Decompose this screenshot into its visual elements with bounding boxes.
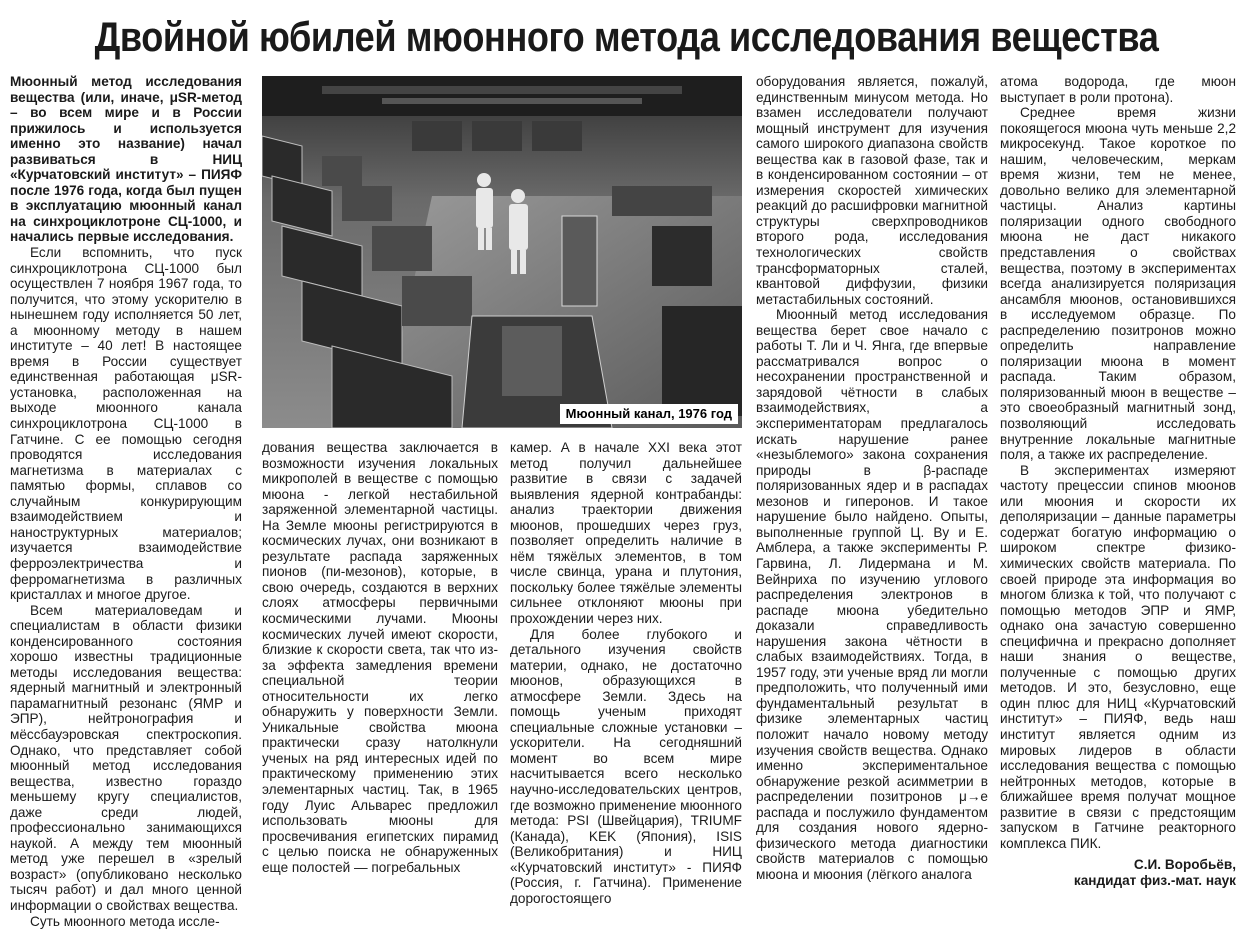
paragraph: атома водорода, где мюон выступает в роли протона). xyxy=(1000,74,1236,105)
lead-paragraph: Мюонный метод исследования вещества (или, иначе, μSR-метод – во всем мире и в России прижилось и используется именно это название) начал развиваться в НИЦ «Курчатовский институт» – ПИЯФ после 1976 года, когда был пущен в эксплуатацию мюонный канал на синхроциклотроне СЦ-1000, и начались первые исследования. xyxy=(10,74,242,245)
paragraph: дования вещества заключается в возможности изучения локальных микрополей в веществе с помощью мюона - легкой нестабильной заряженной элементарной частицы. На Земле мюоны регистрируются в космических лучах, они возникают в результате распада заряженных пионов (пи-мезонов), которые, в свою очередь, создаются в верхних слоях атмосферы первичными космическими лучами. Мюоны космических лучей имеют скорости, близкие к скорости света, так что из-за эффекта замедления времени специальной теории относительности их легко обнаружить у поверхности Земли. Уникальные свойства мюона практически сразу натолкнули ученых на ряд интересных идей по практическому применению этих элементарных частиц. Так, в 1965 году Луис Альварес предложил использовать мюоны для просвечивания египетских пирамид с целью поиска не обнаруженных еще полостей — погребальных xyxy=(262,440,498,875)
article-column-2 xyxy=(262,440,498,875)
paragraph: Для более глубокого и детального изучения свойств материи, однако, не достаточно мюонов, образующихся в атмосфере Земли. Здесь на помощь ученым приходят специальные сложные установки – ускорители. На сегодняшний момент во всем мире насчитывается всего несколько научно-исследовательских центров, где возможно применение мюонного метода: PSI (Швейцария), TRIUMF (Канада), KEK (Япония), ISIS (Великобритания) и НИЦ «Курчатовский институт» - ПИЯФ (Россия, г. Гатчина). Применение дорогостоящего xyxy=(510,626,742,906)
paragraph: Всем материаловедам и специалистам в области физики конденсированного состояния хорошо известны традиционные методы исследования вещества: ядерный магнитный и электронный парамагнитный резонанс (ЯМР и ЭПР), нейтронография и мёссбауэровская спектроскопия. Однако, что представляет собой мюонный метод исследования вещества, известно гораздо меньшему кругу специалистов, даже среди людей, профессионально занимающихся наукой. А между тем мюонный метод уже перешел в «зрелый возраст» (опубликовано несколько тысяч работ) и дал много ценной информации о свойствах вещества. xyxy=(10,602,242,913)
article-column-4 xyxy=(756,74,988,882)
headline: Двойной юбилей мюонного метода исследования вещества xyxy=(94,13,1159,60)
muon-channel-photo xyxy=(262,76,742,428)
paragraph: Среднее время жизни покоящегося мюона чуть меньше 2,2 микросекунд. Такое короткое по нашим, человеческим, меркам время жизни, тем не менее, довольно велико для элементарной частицы. Анализ картины поляризации одного свободного мюона не даст никакого представления о свойствах вещества, поэтому в экспериментах всегда анализируется поляризация ансамбля мюонов, остановившихся в исследуемом образце. По распределению позитронов можно определить направление поляризации мюона в момент распада. Таким образом, поляризованный мюон в веществе – это своеобразный магнитный зонд, позволяющий исследовать внутренние локальные магнитные поля, а также их распределение. xyxy=(1000,105,1236,463)
article-column-3 xyxy=(510,440,742,906)
paragraph: Суть мюонного метода иссле- xyxy=(30,913,220,929)
paragraph: В экспериментах измеряют частоту прецессии спинов мюонов или мюония и скорости их деполяризации – данные параметры содержат богатую информацию о широком спектре физико-химических свойств материала. По своей природе эта информация во многом близка к той, что получают с помощью методов ЭПР и ЯМР, однако она зачастую совершенно специфична и прекрасно дополняет наши знания о веществе, полученные с помощью других методов. И это, безусловно, еще один плюс для НИЦ «Курчатовский институт» – ПИЯФ, ведь наш институт является одним из мировых лидеров в области исследования вещества с помощью нейтронных методов, которые в ближайшее время получат мощное развитие в связи с предстоящим запуском в Гатчине реакторного комплекса ПИК. xyxy=(1000,462,1236,851)
author-name: С.И. Воробьёв, xyxy=(1133,857,1236,873)
paragraph: оборудования является, пожалуй, единственным минусом метода. Но взамен исследователи получают мощный инструмент для изучения самого широкого диапазона свойств вещества как в газовой фазе, так и в конденсированном состоянии – от измерения скоростей химических реакций до расшифровки магнитной структуры сверхпроводников второго рода, исследования технологических свойств трансформаторных сталей, квантовой диффузии, физики метастабильных состояний. xyxy=(756,74,988,307)
paragraph: камер. А в начале XXI века этот метод получил дальнейшее развитие в связи с задачей выявления ядерной контрабанды: анализ траектории движения мюонов, прошедших через груз, позволяет определить наличие в нём тяжёлых элементов, в том числе свинца, урана и плутония, поскольку более тяжёлые элементы сильнее отклоняют мюоны при прохождении через них. xyxy=(510,440,742,627)
photo-caption: Мюонный канал, 1976 год xyxy=(560,404,738,424)
paragraph: Мюонный метод исследования вещества берет свое начало с работы Т. Ли и Ч. Янга, где впервые рассматривался вопрос о несохранении пространственной и зарядовой чётности в слабых взаимодействиях, а экспериментаторам предлагалось искать нарушение ранее «незыблемого» закона сохранения природы в β-распаде поляризованных ядер и в распадах мезонов и гиперонов. И такое нарушение было найдено. Опыты, выполненные группой Ц. Ву и Е. Амблера, а также эксперименты Р. Гарвина, Л. Лидермана и М. Вейнриха по изучению углового распределения электронов в распаде мюона убедительно доказали справедливость нарушения закона чётности в слабых взаимодействиях. Тогда, в 1957 году, эти ученые вряд ли могли предположить, что полученный ими фундаментальный результат в физике элементарных частиц положит начало новому методу изучения свойств вещества. Однако именно экспериментальное обнаружение резкой асимметрии в распределении позитронов μ→e распада и послужило фундаментом для создания нового ядерно-физического метода диагностики свойств материалов с помощью мюона и мюония (лёгкого аналога xyxy=(756,307,988,882)
author-title: кандидат физ.-мат. наук xyxy=(1073,872,1236,888)
paragraph: Если вспомнить, что пуск синхроциклотрона СЦ-1000 был осуществлен 7 ноября 1967 года, то получится, что этому ускорителю в нынешнем году исполняется 50 лет, а мюонному методу в нашем институте – 40 лет! В настоящее время в России существует единственная работающая μSR-установка, расположенная на выходе мюонного канала синхроциклотрона СЦ-1000 в Гатчине. С ее помощью сегодня проводятся исследования магнетизма в материалах с памятью формы, сплавов со случайным конкурирующим взаимодействием и наноструктурных материалов; изучается взаимодействие ферроэлектричества и ферромагнетизма в различных кристаллах и многое другое. xyxy=(10,245,242,603)
photo-illustration xyxy=(262,76,742,428)
article-column-5 xyxy=(1000,74,1236,888)
article-column-1 xyxy=(10,74,242,929)
